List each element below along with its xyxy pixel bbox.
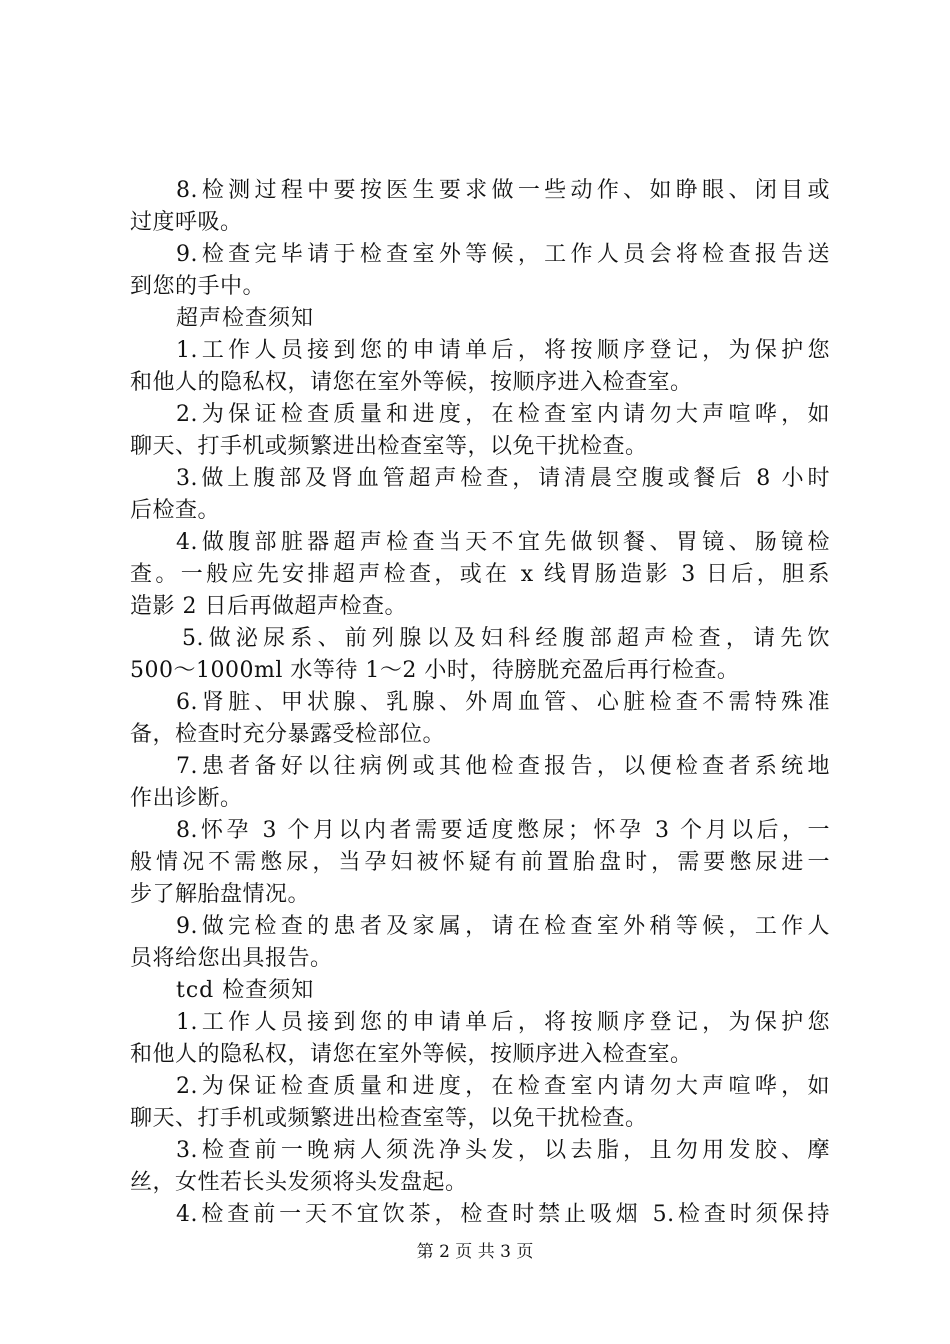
paragraph-line: 步了解胎盘情况。 [130, 882, 311, 907]
paragraph-line: 8.检测过程中要按医生要求做一些动作、如睁眼、闭目或 [176, 178, 830, 203]
paragraph-line: 2.为保证检查质量和进度，在检查室内请勿大声喧哗，如 [176, 1074, 830, 1099]
paragraph-line: 7.患者备好以往病例或其他检查报告，以便检查者系统地 [176, 754, 830, 779]
paragraph-line: 6.肾脏、甲状腺、乳腺、外周血管、心脏检查不需特殊准 [176, 690, 830, 715]
paragraph-line: 作出诊断。 [130, 786, 243, 811]
paragraph-line: 5.做泌尿系、前列腺以及妇科经腹部超声检查，请先饮 [182, 626, 830, 651]
paragraph-line: 聊天、打手机或频繁进出检查室等，以免干扰检查。 [130, 1106, 648, 1131]
paragraph-line: 聊天、打手机或频繁进出检查室等，以免干扰检查。 [130, 434, 648, 459]
paragraph-line: 员将给您出具报告。 [130, 946, 333, 971]
paragraph-line: 到您的手中。 [130, 274, 266, 299]
paragraph-line: 和他人的隐私权，请您在室外等候，按顺序进入检查室。 [130, 1042, 693, 1067]
paragraph-line: 造影 2 日后再做超声检查。 [130, 594, 407, 619]
paragraph-line: 1.工作人员接到您的申请单后，将按顺序登记，为保护您 [176, 1010, 830, 1035]
paragraph-line: 8.怀孕 3 个月以内者需要适度憋尿；怀孕 3 个月以后，一 [176, 818, 830, 843]
paragraph-line: 1.工作人员接到您的申请单后，将按顺序登记，为保护您 [176, 338, 830, 363]
paragraph-line: 4.做腹部脏器超声检查当天不宜先做钡餐、胃镜、肠镜检 [176, 530, 830, 555]
paragraph-line: 3.做上腹部及肾血管超声检查，请清晨空腹或餐后 8 小时 [176, 466, 830, 491]
paragraph-line: 查。一般应先安排超声检查，或在 x 线胃肠造影 3 日后，胆系 [130, 562, 830, 587]
paragraph-line: 2.为保证检查质量和进度，在检查室内请勿大声喧哗，如 [176, 402, 830, 427]
paragraph-line: 9.做完检查的患者及家属，请在检查室外稍等候，工作人 [176, 914, 830, 939]
section-heading-ultrasound: 超声检查须知 [176, 306, 315, 331]
paragraph-line: 和他人的隐私权，请您在室外等候，按顺序进入检查室。 [130, 370, 693, 395]
paragraph-line: 后检查。 [130, 498, 221, 523]
section-heading-tcd: tcd 检查须知 [176, 978, 315, 1003]
paragraph-line: 4.检查前一天不宜饮茶，检查时禁止吸烟 5.检查时须保持 [176, 1202, 830, 1227]
paragraph-line: 500～1000ml 水等待 1～2 小时，待膀胱充盈后再行检查。 [130, 658, 740, 683]
paragraph-line: 9.检查完毕请于检查室外等候，工作人员会将检查报告送 [176, 242, 830, 267]
paragraph-line: 般情况不需憋尿，当孕妇被怀疑有前置胎盘时，需要憋尿进一 [130, 850, 830, 875]
page-number-footer: 第 2 页 共 3 页 [416, 1242, 534, 1262]
paragraph-line: 备，检查时充分暴露受检部位。 [130, 722, 446, 747]
paragraph-line: 过度呼吸。 [130, 210, 243, 235]
paragraph-line: 丝，女性若长头发须将头发盘起。 [130, 1170, 468, 1195]
paragraph-line: 3.检查前一晚病人须洗净头发，以去脂，且勿用发胶、摩 [176, 1138, 830, 1163]
